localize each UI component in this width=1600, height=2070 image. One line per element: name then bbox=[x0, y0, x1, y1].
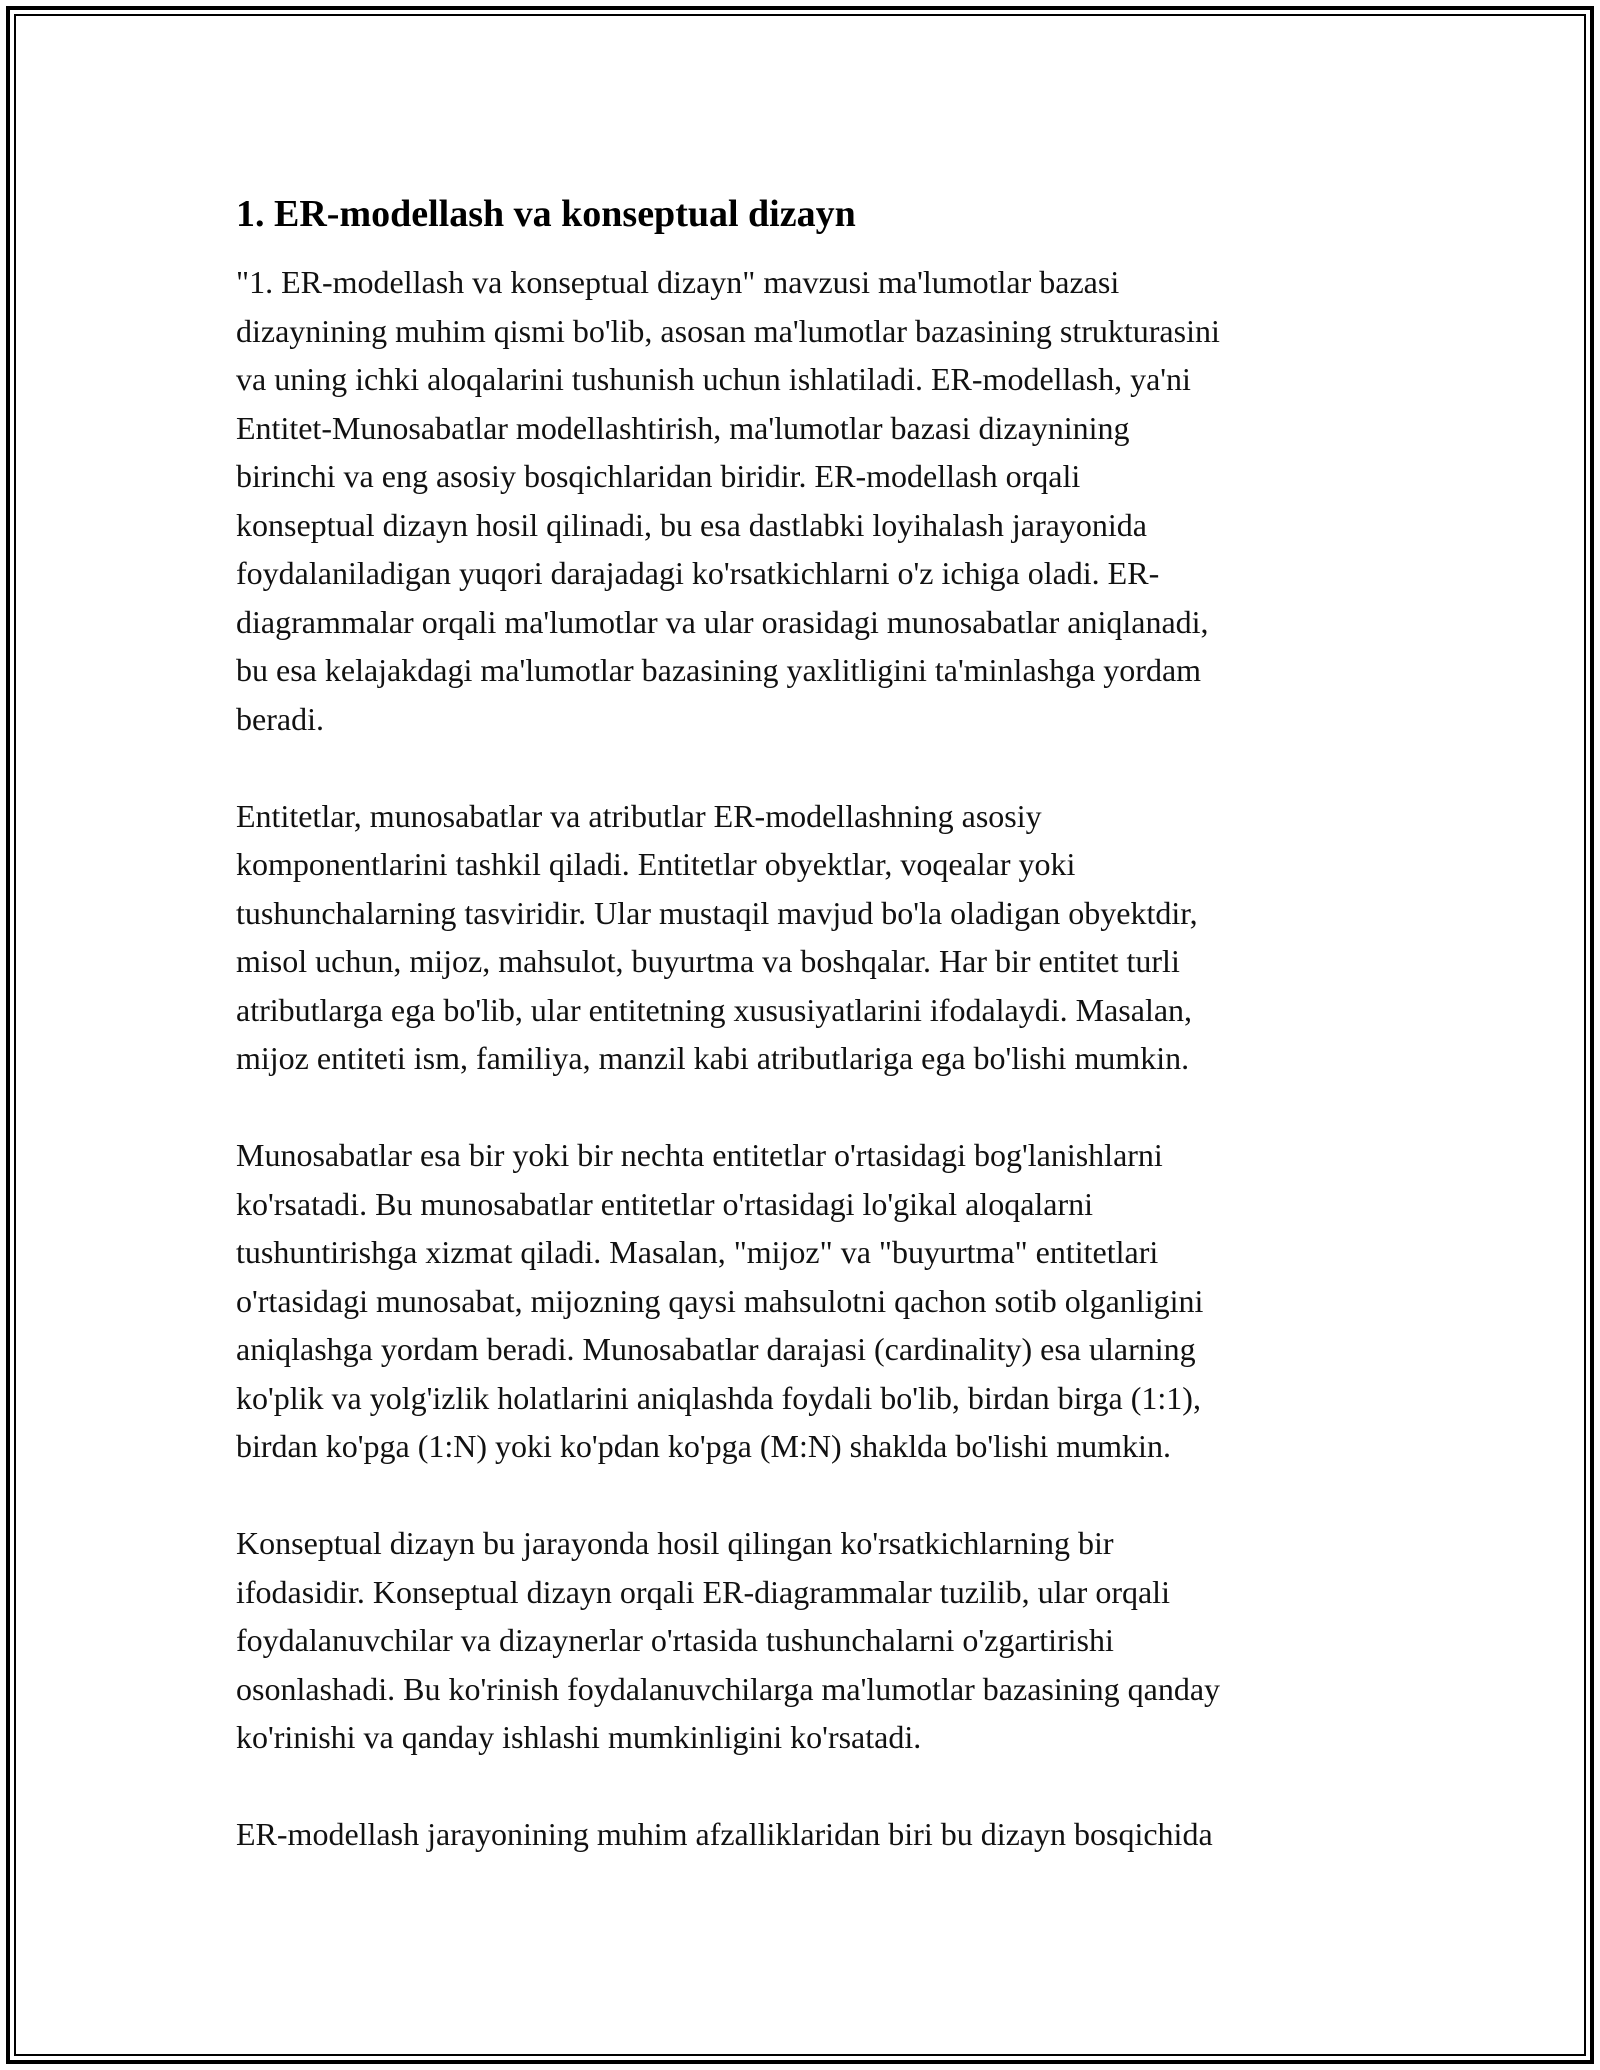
paragraph-line: tushuntirishga xizmat qiladi. Masalan, "mijoz" va "buyurtma" entitetlari bbox=[236, 1234, 1159, 1270]
paragraph-line: ko'rsatadi. Bu munosabatlar entitetlar o'rtasidagi lo'gikal aloqalarni bbox=[236, 1185, 1094, 1222]
paragraph-line: dizaynining muhim qismi bo'lib, asosan ma'lumotlar bazasining strukturasini bbox=[236, 312, 1220, 349]
paragraph-line: ko'rinishi va qanday ishlashi mumkinligini ko'rsatadi. bbox=[236, 1719, 922, 1755]
paragraph-3 bbox=[236, 1131, 1386, 1471]
paragraph-line: mijoz entiteti ism, familiya, manzil kabi atributlariga ega bo'lishi mumkin. bbox=[236, 1040, 1190, 1076]
paragraph-2 bbox=[236, 792, 1386, 1083]
paragraph-line: birinchi va eng asosiy bosqichlaridan biridir. ER-modellash orqali bbox=[236, 458, 1081, 494]
paragraph-line: ko'plik va yolg'izlik holatlarini aniqlashda foydali bo'lib, birdan birga (1:1), bbox=[236, 1379, 1201, 1416]
section-heading: 1. ER-modellash va konseptual dizayn bbox=[236, 193, 856, 235]
paragraph-line: misol uchun, mijoz, mahsulot, buyurtma va boshqalar. Har bir entitet turli bbox=[236, 943, 1180, 979]
paragraph-line: atributlarga ega bo'lib, ular entitetning xususiyatlarini ifodalaydi. Masalan, bbox=[236, 991, 1193, 1028]
document-body bbox=[236, 188, 1386, 1907]
paragraph-line: diagrammalar orqali ma'lumotlar va ular orasidagi munosabatlar aniqlanadi, bbox=[236, 603, 1209, 640]
paragraph-4 bbox=[236, 1519, 1386, 1762]
paragraph-line: foydalaniladigan yuqori darajadagi ko'rsatkichlarni o'z ichiga oladi. ER- bbox=[236, 555, 1160, 591]
paragraph-line: foydalanuvchilar va dizaynerlar o'rtasida tushunchalarni o'zgartirishi bbox=[236, 1622, 1114, 1658]
paragraph-line: bu esa kelajakdagi ma'lumotlar bazasining yaxlitligini ta'minlashga yordam bbox=[236, 652, 1202, 688]
paragraph-line: birdan ko'pga (1:N) yoki ko'pdan ko'pga (M:N) shaklda bo'lishi mumkin. bbox=[236, 1428, 1171, 1464]
paragraph-line: o'rtasidagi munosabat, mijozning qaysi mahsulotni qachon sotib olganligini bbox=[236, 1282, 1204, 1319]
paragraph-line: tushunchalarning tasviridir. Ular mustaqil mavjud bo'la oladigan obyektdir, bbox=[236, 894, 1198, 931]
paragraph-line: Entitet-Munosabatlar modellashtirish, ma'lumotlar bazasi dizaynining bbox=[236, 409, 1130, 446]
paragraph-line: komponentlarini tashkil qiladi. Entitetlar obyektlar, voqealar yoki bbox=[236, 846, 1076, 882]
paragraph-line: ifodasidir. Konseptual dizayn orqali ER-diagrammalar tuzilib, ular orqali bbox=[236, 1573, 1170, 1610]
paragraph-line: Munosabatlar esa bir yoki bir nechta entitetlar o'rtasidagi bog'lanishlarni bbox=[236, 1137, 1163, 1173]
paragraph-line: aniqlashga yordam beradi. Munosabatlar darajasi (cardinality) esa ularning bbox=[236, 1331, 1196, 1367]
paragraph-line: va uning ichki aloqalarini tushunish uchun ishlatiladi. ER-modellash, ya'ni bbox=[236, 361, 1191, 397]
paragraph-line: "1. ER-modellash va konseptual dizayn" mavzusi ma'lumotlar bazasi bbox=[236, 264, 1120, 300]
paragraph-line: beradi. bbox=[236, 700, 324, 737]
paragraph-5 bbox=[236, 1810, 1386, 1859]
paragraph-1 bbox=[236, 258, 1386, 743]
paragraph-line: Entitetlar, munosabatlar va atributlar ER-modellashning asosiy bbox=[236, 797, 1042, 834]
paragraph-line: Konseptual dizayn bu jarayonda hosil qilingan ko'rsatkichlarning bir bbox=[236, 1525, 1114, 1561]
paragraph-line: osonlashadi. Bu ko'rinish foydalanuvchilarga ma'lumotlar bazasining qanday bbox=[236, 1670, 1221, 1707]
paragraph-line: ER-modellash jarayonining muhim afzalliklaridan biri bu dizayn bosqichida bbox=[236, 1816, 1213, 1852]
paragraph-line: konseptual dizayn hosil qilinadi, bu esa dastlabki loyihalash jarayonida bbox=[236, 506, 1147, 543]
